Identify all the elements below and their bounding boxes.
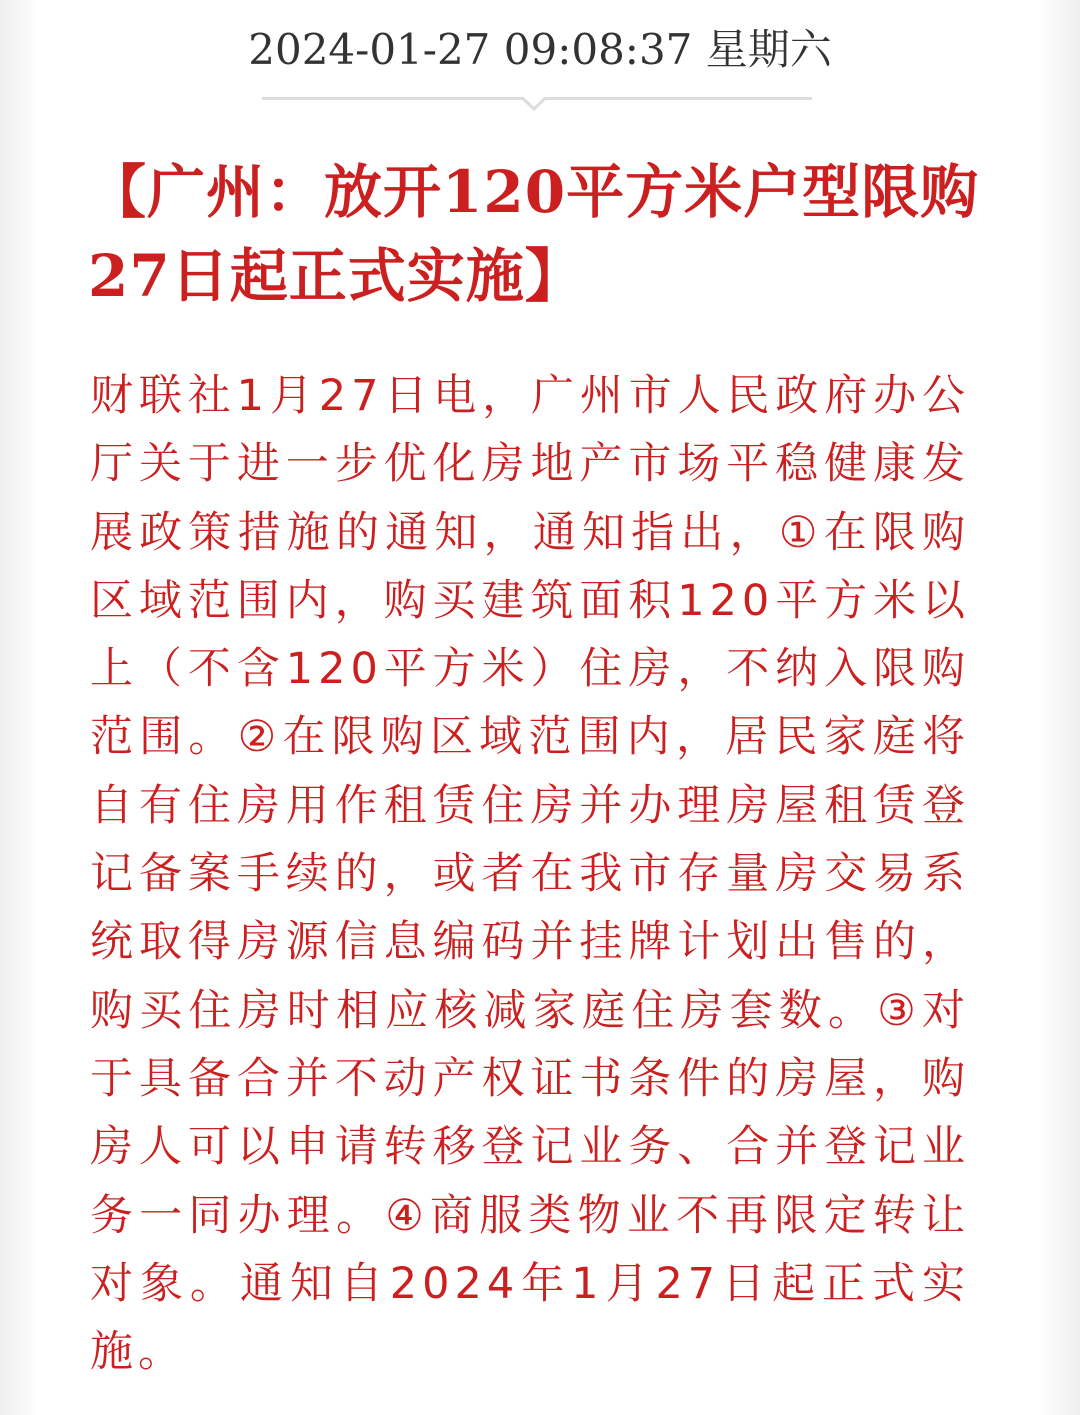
divider-notch-icon bbox=[522, 96, 546, 112]
article-body: 财联社1月27日电，广州市人民政府办公厅关于进一步优化房地产市场平稳健康发展政策措施的通知，通知指出，①在限购区域范围内，购买建筑面积120平方米以上（不含120平方米）住房，不纳入限购范围。②在限购区域范围内，居民家庭将自有住房用作租赁住房并办理房屋租赁登记备案手续的，或者在我市存量房交易系统取得房源信息编码并挂牌计划出售的，购买住房时相应核减家庭住房套数。③对于具备合并不动产权证书条件的房屋，购房人可以申请转移登记业务、合并登记业务一同办理。④商服类物业不再限定转让对象。通知自2024年1月27日起正式实施。 bbox=[90, 371, 970, 1378]
publish-timestamp: 2024-01-27 09:08:37 星期六 bbox=[248, 25, 832, 74]
left-edge-shadow bbox=[0, 0, 40, 1415]
article-headline: 【广州：放开120平方米户型限购27日起正式实施】 bbox=[88, 158, 980, 310]
right-edge-shadow bbox=[1040, 0, 1080, 1415]
